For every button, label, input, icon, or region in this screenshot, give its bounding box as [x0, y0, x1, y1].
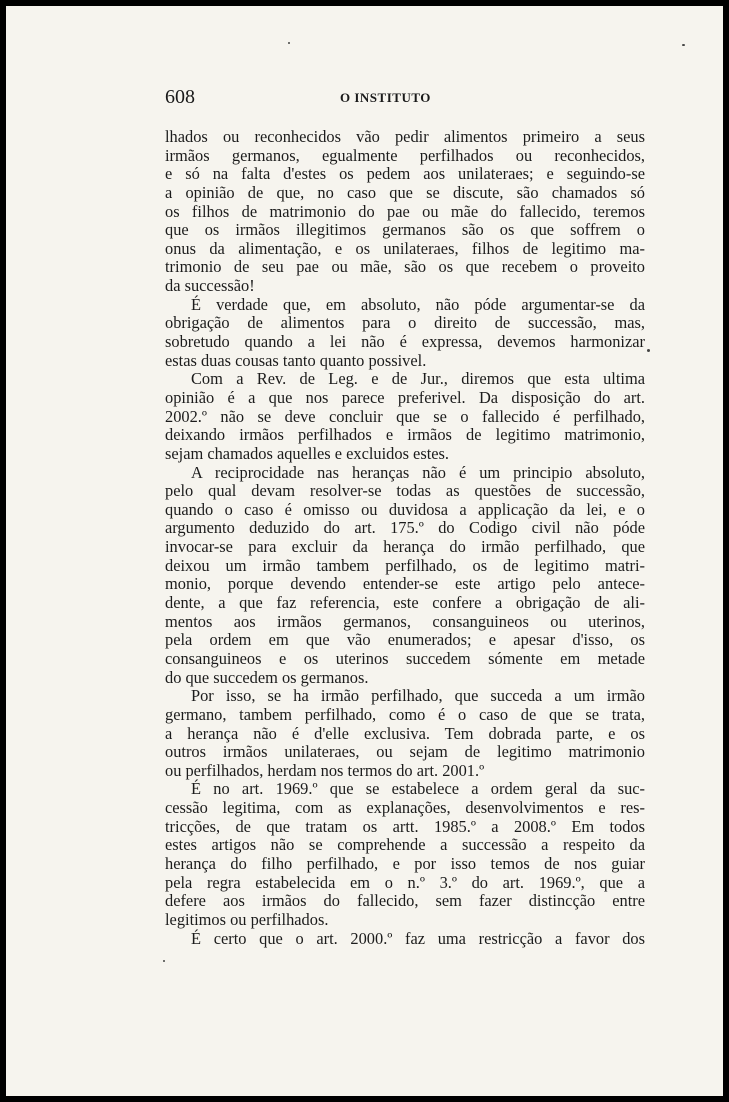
paragraph: [165, 780, 645, 929]
text-line: É no art. 1969.º que se estabelece a ordem geral da suc-: [191, 779, 645, 799]
text-line: 2002.º não se deve concluir que se o fallecido é perfilhado,: [165, 406, 645, 426]
paragraph: [165, 687, 645, 780]
text-line: trimonio de seu pae ou mãe, são os que recebem o proveito: [165, 257, 645, 277]
text-line: pela regra estabelecida em o n.º 3.º do art. 1969.º, que a: [165, 872, 645, 892]
text-line: do que succedem os germanos.: [165, 667, 369, 687]
text-line: deixou um irmão tambem perfilhado, os de legitimo matri-: [165, 555, 645, 575]
text-line: a herança não é d'elle exclusiva. Tem dobrada parte, e os: [165, 723, 645, 743]
paragraph: [165, 464, 645, 688]
text-line: germano, tambem perfilhado, como é o caso de que se trata,: [165, 704, 645, 724]
text-line: irmãos germanos, egualmente perfilhados ou reconhecidos,: [165, 145, 645, 165]
text-line: outros irmãos unilateraes, ou sejam de legitimo matrimonio: [165, 742, 645, 762]
text-line: A reciprocidade nas heranças não é um principio absoluto,: [191, 462, 645, 482]
text-line: defere aos irmãos do fallecido, sem fazer distincção entre: [165, 891, 645, 911]
text-line: deixando irmãos perfilhados e irmãos de legitimo matrimonio,: [165, 425, 645, 445]
text-line: que os irmãos illegitimos germanos são os que soffrem o: [165, 220, 645, 240]
text-line: legitimos ou perfilhados.: [165, 909, 329, 929]
text-line: É verdade que, em absoluto, não póde argumentar-se da: [191, 294, 645, 314]
page-header: [165, 86, 645, 110]
text-line: ou perfilhados, herdam nos termos do art. 2001.º: [165, 760, 485, 780]
text-line: obrigação de alimentos para o direito de successão, mas,: [165, 313, 645, 333]
text-line: os filhos de matrimonio do pae ou mãe do fallecido, teremos: [165, 201, 645, 221]
text-line: estes artigos não se comprehende a successão a respeito da: [165, 835, 645, 855]
text-line: sejam chamados aquelles e excluidos estes.: [165, 443, 450, 463]
text-line: invocar-se para excluir da herança do irmão perfilhado, que: [165, 537, 645, 557]
text-line: estas duas cousas tanto quanto possivel.: [165, 350, 427, 370]
text-line: É certo que o art. 2000.º faz uma restricção a favor dos: [191, 928, 645, 948]
running-head: O INSTITUTO: [340, 90, 431, 105]
text-line: dente, a que faz referencia, este confere a obrigação de ali-: [165, 593, 645, 613]
text-line: argumento deduzido do art. 175.º do Codigo civil não póde: [165, 518, 645, 538]
text-line: lhados ou reconhecidos vão pedir alimentos primeiro a seus: [165, 127, 645, 146]
text-line: pela ordem em que vão enumerados; e apesar d'isso, os: [165, 630, 645, 650]
text-line: tricções, de que tratam os artt. 1985.º a 2008.º Em todos: [165, 816, 645, 836]
text-line: da successão!: [165, 276, 255, 296]
text-line: monio, porque devendo entender-se este artigo pelo antece-: [165, 574, 645, 594]
text-line: a opinião de que, no caso que se discute, são chamados só: [165, 182, 645, 202]
page-number: 608: [165, 86, 195, 108]
text-line: sobretudo quando a lei não é expressa, devemos harmonizar: [165, 332, 645, 352]
body-text: [165, 128, 645, 948]
paragraph: [165, 128, 645, 296]
text-line: opinião é a que nos parece preferivel. Da disposição do art.: [165, 387, 645, 407]
paragraph: [165, 296, 645, 371]
text-line: cessão legitima, com as explanações, desenvolvimentos e res-: [165, 798, 645, 818]
paragraph: [165, 370, 645, 463]
text-line: mentos aos irmãos germanos, consanguineos ou uterinos,: [165, 611, 645, 631]
text-line: herança do filho perfilhado, e por isso temos de nos guiar: [165, 853, 645, 873]
text-line: quando o caso é omisso ou duvidosa a applicação da lei, e o: [165, 499, 645, 519]
text-line: Com a Rev. de Leg. e de Jur., diremos que esta ultima: [191, 369, 645, 389]
text-line: Por isso, se ha irmão perfilhado, que succeda a um irmão: [191, 686, 645, 706]
book-page: [6, 6, 723, 1096]
text-line: consanguineos e os uterinos succedem sómente em metade: [165, 648, 645, 668]
text-line: e só na falta d'estes os pedem aos unilateraes; e seguindo-se: [165, 164, 645, 184]
text-line: onus da alimentação, e os unilateraes, filhos de legitimo ma-: [165, 238, 645, 258]
paragraph: [165, 930, 645, 949]
text-line: pelo qual devam resolver-se todas as questões de successão,: [165, 481, 645, 501]
